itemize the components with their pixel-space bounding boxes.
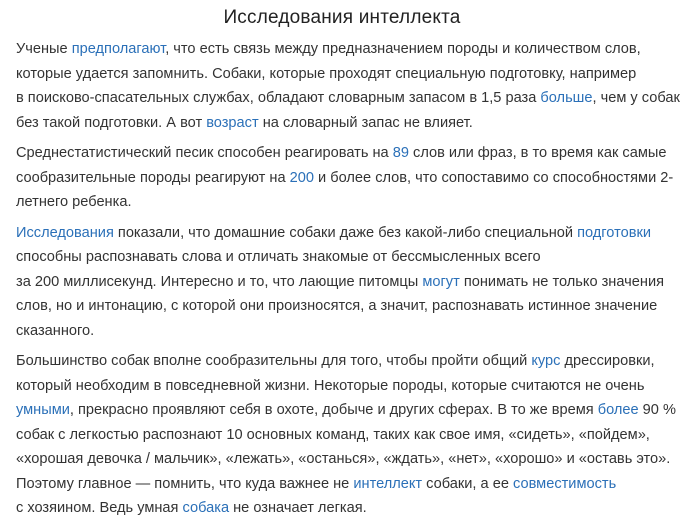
text-segment: с хозяином. Ведь умная: [16, 500, 183, 516]
paragraph: [16, 37, 680, 135]
text-line: [16, 37, 668, 62]
text-line: [16, 111, 668, 136]
text-line: [16, 472, 668, 497]
text-segment: собаки, а ее: [422, 475, 513, 492]
text-line: [16, 423, 668, 448]
text-segment: слов, но и интонацию, с которой они произносятся, а значит, распознавать истинное значение: [16, 298, 658, 314]
text-segment: не означает легкая.: [229, 500, 367, 516]
text-line: [16, 374, 668, 399]
text-segment: «хорошая девочка / мальчик», «лежать», «останься», «ждать», «нет», «хорошо» и «оставь это».: [16, 451, 671, 467]
inline-link[interactable]: 89: [392, 145, 409, 161]
text-line: [16, 294, 668, 319]
text-segment: в поисково-спасательных службах, обладают словарным запасом в 1,5 раза: [16, 90, 541, 106]
text-segment: на словарный запас не влияет.: [258, 114, 473, 131]
text-segment: дрессировки,: [560, 353, 655, 369]
text-segment: сообразительные породы реагируют на: [16, 169, 290, 186]
text-segment: летнего ребенка.: [16, 194, 132, 210]
text-segment: за 200 миллисекунд. Интересно и то, что лающие питомцы: [16, 273, 423, 290]
text-line: [16, 447, 671, 472]
paragraph: [16, 141, 674, 215]
inline-link[interactable]: подготовки: [577, 224, 652, 241]
text-segment: Большинство собак вполне сообразительны для того, чтобы пройти общий: [16, 353, 532, 369]
inline-link[interactable]: собака: [182, 500, 230, 516]
text-line: [16, 270, 668, 295]
inline-link[interactable]: курс: [531, 353, 561, 369]
inline-link[interactable]: Исследования: [16, 224, 114, 241]
text-segment: , прекрасно проявляют себя в охоте, добыче и других сферах. В то же время: [69, 402, 598, 418]
inline-link[interactable]: более: [597, 402, 639, 418]
text-line: [16, 496, 668, 521]
text-segment: сказанного.: [16, 322, 95, 339]
text-segment: понимать не только значения: [459, 273, 665, 290]
text-segment: способны распознавать слова и отличать знакомые от бессмысленных всего: [16, 249, 541, 265]
text-segment: 90 %: [638, 402, 676, 418]
paragraph: [16, 349, 676, 521]
paragraph: [16, 221, 668, 344]
text-line: [16, 141, 668, 166]
text-segment: Ученые: [16, 41, 72, 57]
text-segment: и более слов, что сопоставимо со способностями 2-: [313, 169, 674, 186]
inline-link[interactable]: могут: [422, 273, 460, 290]
text-segment: показали, что домашние собаки даже без какой-либо специальной: [113, 224, 578, 241]
text-segment: без такой подготовки. А вот: [16, 114, 207, 131]
inline-link[interactable]: больше: [540, 90, 593, 106]
text-line: [16, 190, 668, 215]
text-line: [16, 245, 668, 270]
text-segment: которые удается запомнить. Собаки, которые проходят специальную подготовку, например: [16, 65, 637, 82]
text-segment: , что есть связь между предназначением породы и количеством слов,: [165, 41, 641, 57]
text-segment: Среднестатистический песик способен реагировать на: [16, 145, 393, 161]
text-line: [16, 86, 680, 111]
text-segment: слов или фраз, в то время как самые: [408, 145, 667, 161]
text-line: [16, 62, 668, 87]
text-line: [16, 166, 674, 191]
inline-link[interactable]: совместимость: [513, 475, 617, 492]
inline-link[interactable]: предполагают: [71, 41, 166, 57]
text-segment: Поэтому главное — помнить, что куда важнее не: [16, 475, 354, 492]
text-segment: который необходим в повседневной жизни. Некоторые породы, которые считаются не очень: [16, 377, 645, 394]
text-line: [16, 221, 668, 246]
text-segment: собак с легкостью распознают 10 основных команд, таких как свое имя, «сидеть», «пойдем»,: [16, 426, 650, 443]
text-line: [16, 349, 668, 374]
article-title: Исследования интеллекта: [223, 7, 461, 28]
inline-link[interactable]: 200: [289, 169, 314, 186]
inline-link[interactable]: умными: [16, 402, 70, 418]
inline-link[interactable]: возраст: [206, 114, 259, 131]
text-line: [16, 319, 668, 344]
text-line: [16, 398, 676, 423]
text-segment: , чем у собак: [592, 90, 680, 106]
inline-link[interactable]: интеллект: [353, 475, 423, 492]
